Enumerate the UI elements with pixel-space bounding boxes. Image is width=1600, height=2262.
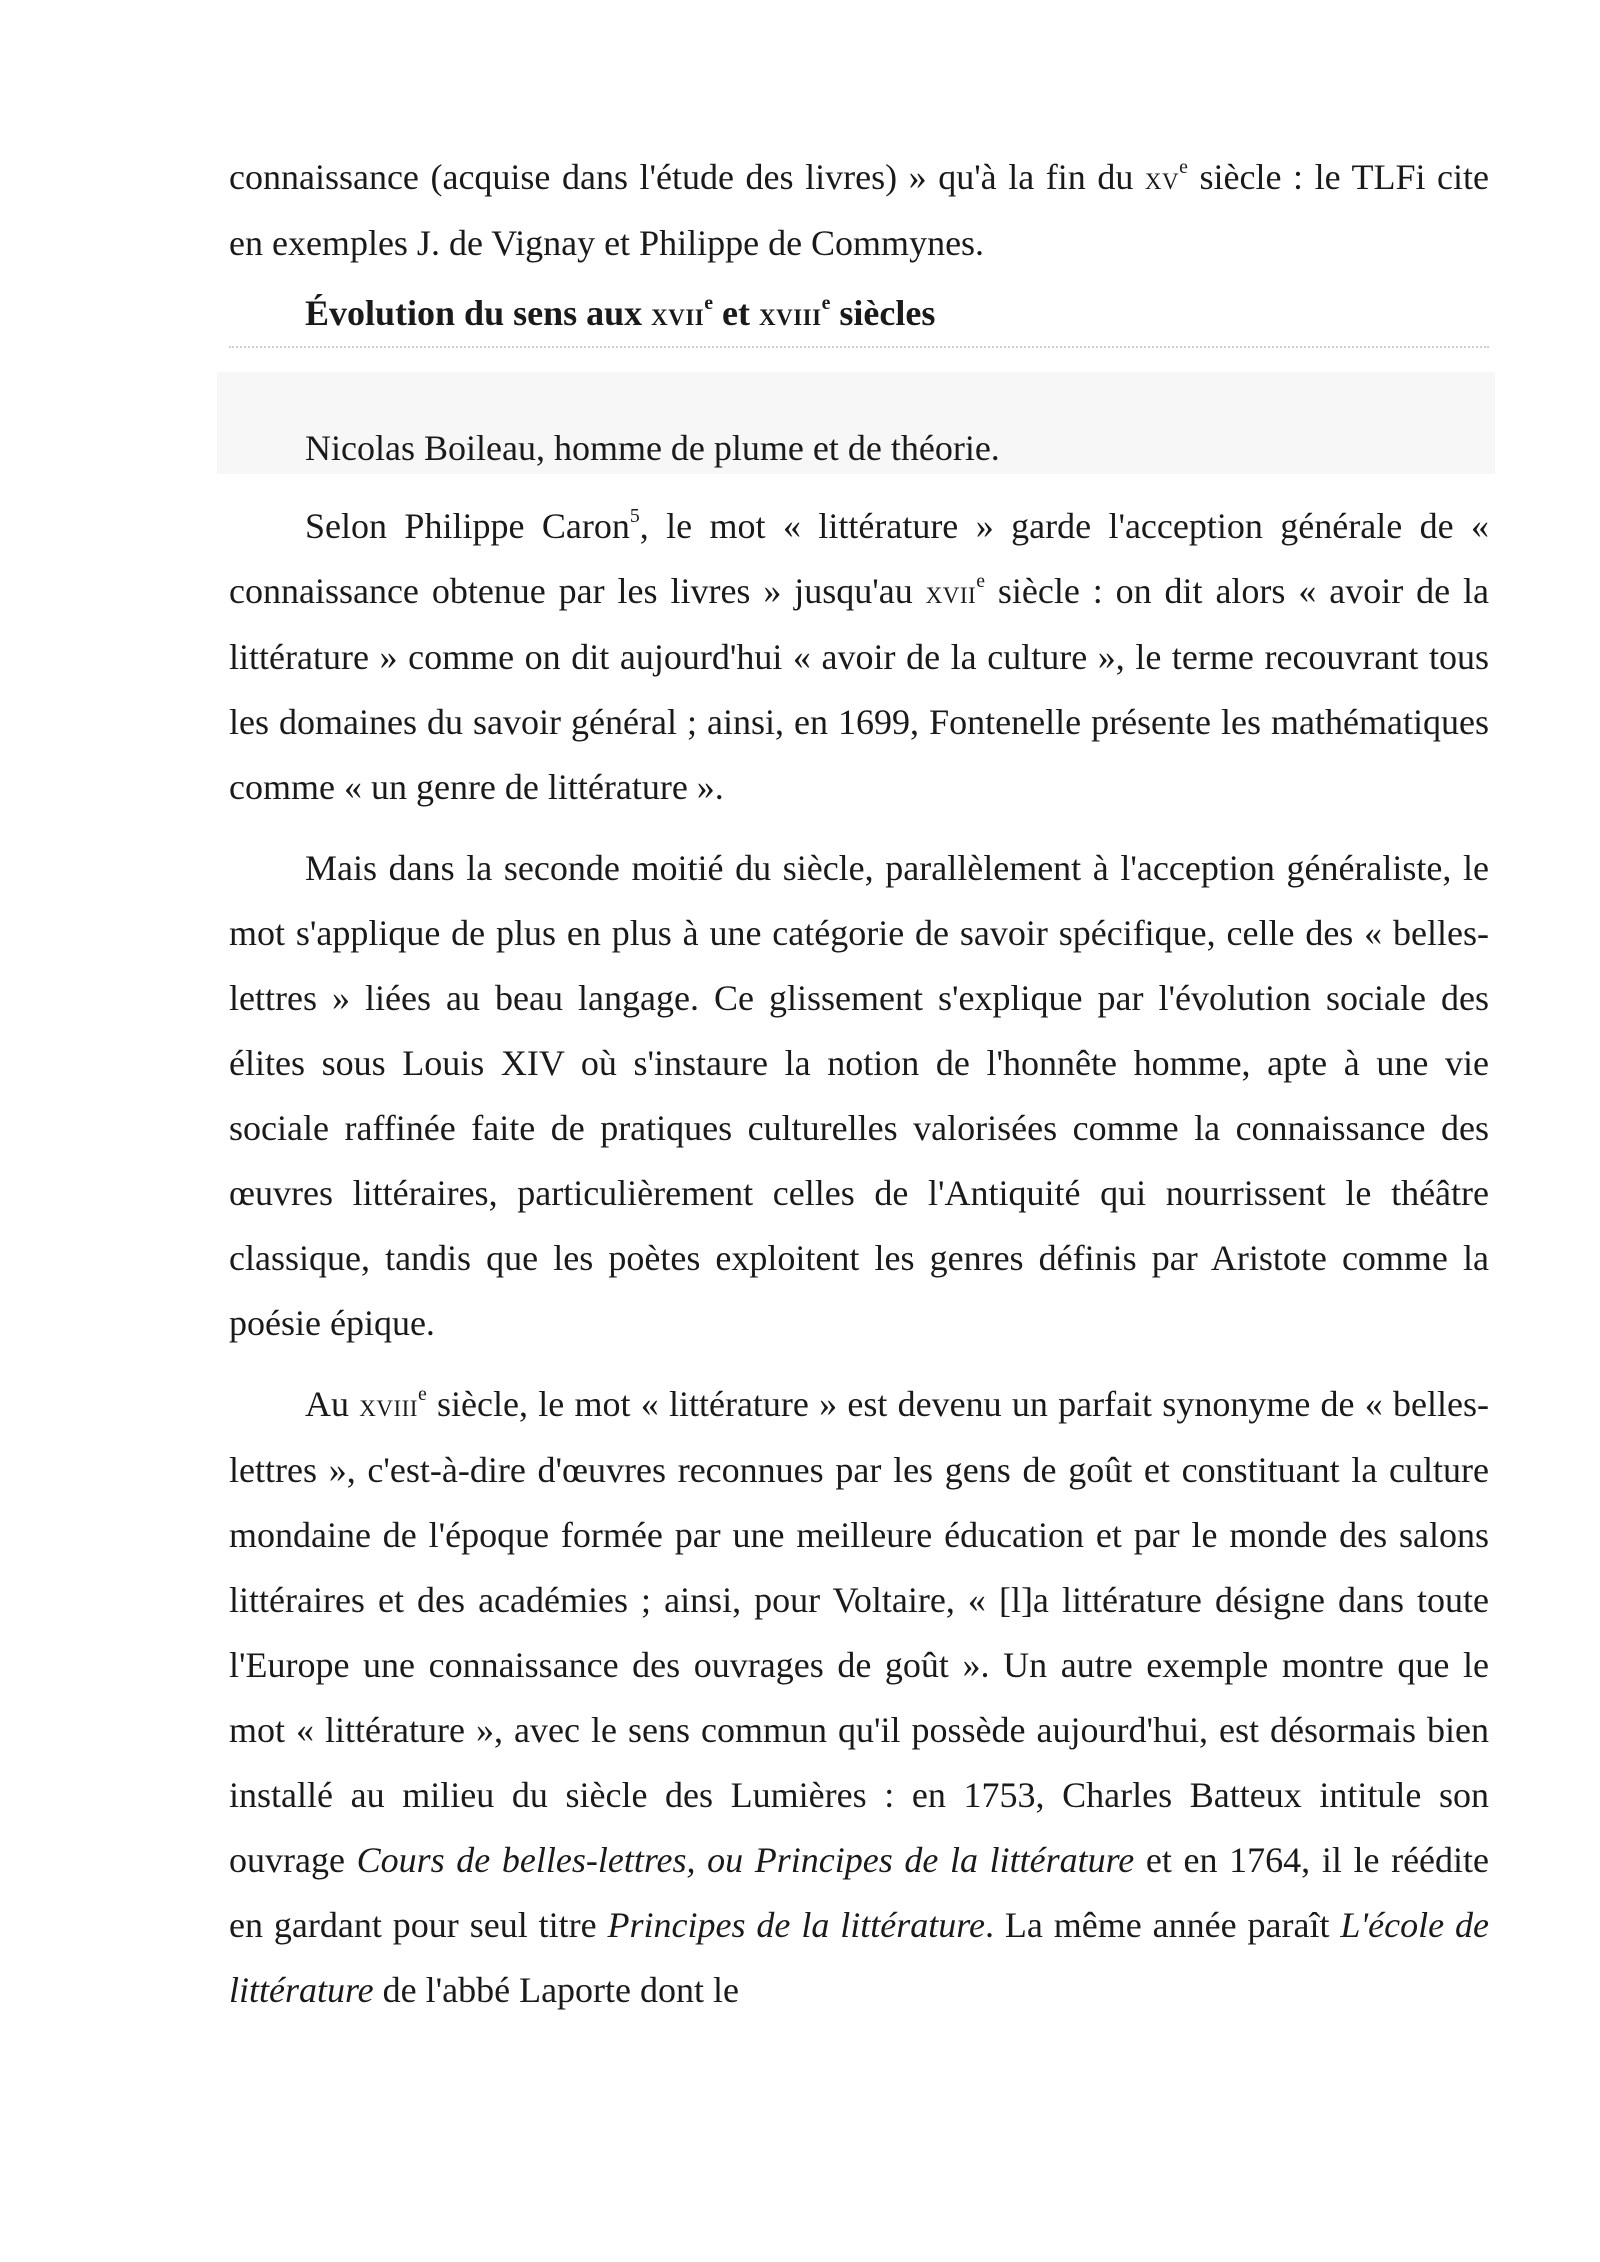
paragraph-seconde-moitie: Mais dans la seconde moitié du siècle, parallèlement à l'acception généraliste, le mot s'applique de plus en plus à une catégorie de savoir spécifique, celle des « belles-lettres » liées au beau langage. Ce glissement s'explique par l'évolution sociale des élites sous Louis XIV où s'instaure la notion de l'honnête homme, apte à une vie sociale raffinée faite de pratiques culturelles valorisées comme la connaissance des œuvres littéraires, particulièrement celles de l'Antiquité qui nourrissent le théâtre classique, tandis que les poètes exploitent les genres définis par Aristote comme la poésie épique.: [229, 848, 1489, 1343]
century-numeral: xviii: [359, 1387, 418, 1424]
section-heading: [229, 282, 1489, 348]
text-run: Selon Philippe Caron: [305, 506, 630, 546]
superscript: e: [417, 1383, 427, 1406]
text-run: siècle : le TLFi cite en exemples J. de Vignay et Philippe de Commynes.: [229, 157, 1489, 263]
footnote-reference[interactable]: 5: [629, 505, 640, 528]
document-page: [229, 145, 1489, 2023]
text-run: et en 1764, il le réédite en gardant pour seul titre: [229, 1840, 1490, 1945]
image-caption-box: [217, 372, 1495, 474]
century-numeral: xvii: [651, 296, 705, 333]
paragraph-xviii: [229, 1372, 1489, 2023]
century-numeral: xviii: [759, 296, 822, 333]
century-numeral: xvii: [925, 574, 977, 611]
text-run: de l'abbé Laporte dont le: [373, 1970, 739, 2010]
superscript: e: [821, 292, 831, 315]
century-numeral: xv: [1144, 160, 1180, 197]
superscript: e: [976, 570, 985, 593]
book-title: L'école de littérature: [229, 1905, 1489, 2010]
paragraph-intro: [229, 145, 1489, 276]
text-run: Au: [305, 1384, 360, 1424]
paragraph-caron: [229, 494, 1489, 820]
text-run: , le mot « littérature » garde l'acception générale de « connaissance obtenue par les livres » jusqu'au: [229, 506, 1489, 611]
text-run: siècle, le mot « littérature » est devenu un parfait synonyme de « belles-lettres », c'est-à-dire d'œuvres reconnues par les gens de goût et constituant la culture mondaine de l'époque formée par une meilleure éducation et par le monde des salons littéraires et des académies ; ainsi, pour Voltaire, « [l]a littérature désigne dans toute l'Europe une connaissance des ouvrages de goût ». Un autre exemple montre que le mot « littérature », avec le sens commun qu'il possède aujourd'hui, est désormais bien installé au milieu du siècle des Lumières : en 1753, Charles Batteux intitule son ouvrage: [229, 1384, 1490, 1880]
heading-text: siècles: [830, 293, 936, 333]
image-caption: Nicolas Boileau, homme de plume et de théorie.: [305, 428, 1000, 468]
superscript: e: [704, 292, 714, 315]
heading-text: et: [713, 293, 760, 333]
text-run: . La même année paraît: [984, 1905, 1341, 1945]
book-title: Principes de la littérature: [607, 1905, 985, 1945]
text-run: connaissance (acquise dans l'étude des livres) » qu'à la fin du: [229, 157, 1145, 197]
superscript: e: [1179, 156, 1188, 179]
heading-text: Évolution du sens aux: [305, 293, 652, 333]
book-title: Cours de belles-lettres, ou Principes de la littérature: [356, 1840, 1135, 1880]
text-run: siècle : on dit alors « avoir de la littérature » comme on dit aujourd'hui « avoir de la culture », le terme recouvrant tous les domaines du savoir général ; ainsi, en 1699, Fontenelle présente les mathématiques comme « un genre de littérature ».: [229, 571, 1489, 807]
